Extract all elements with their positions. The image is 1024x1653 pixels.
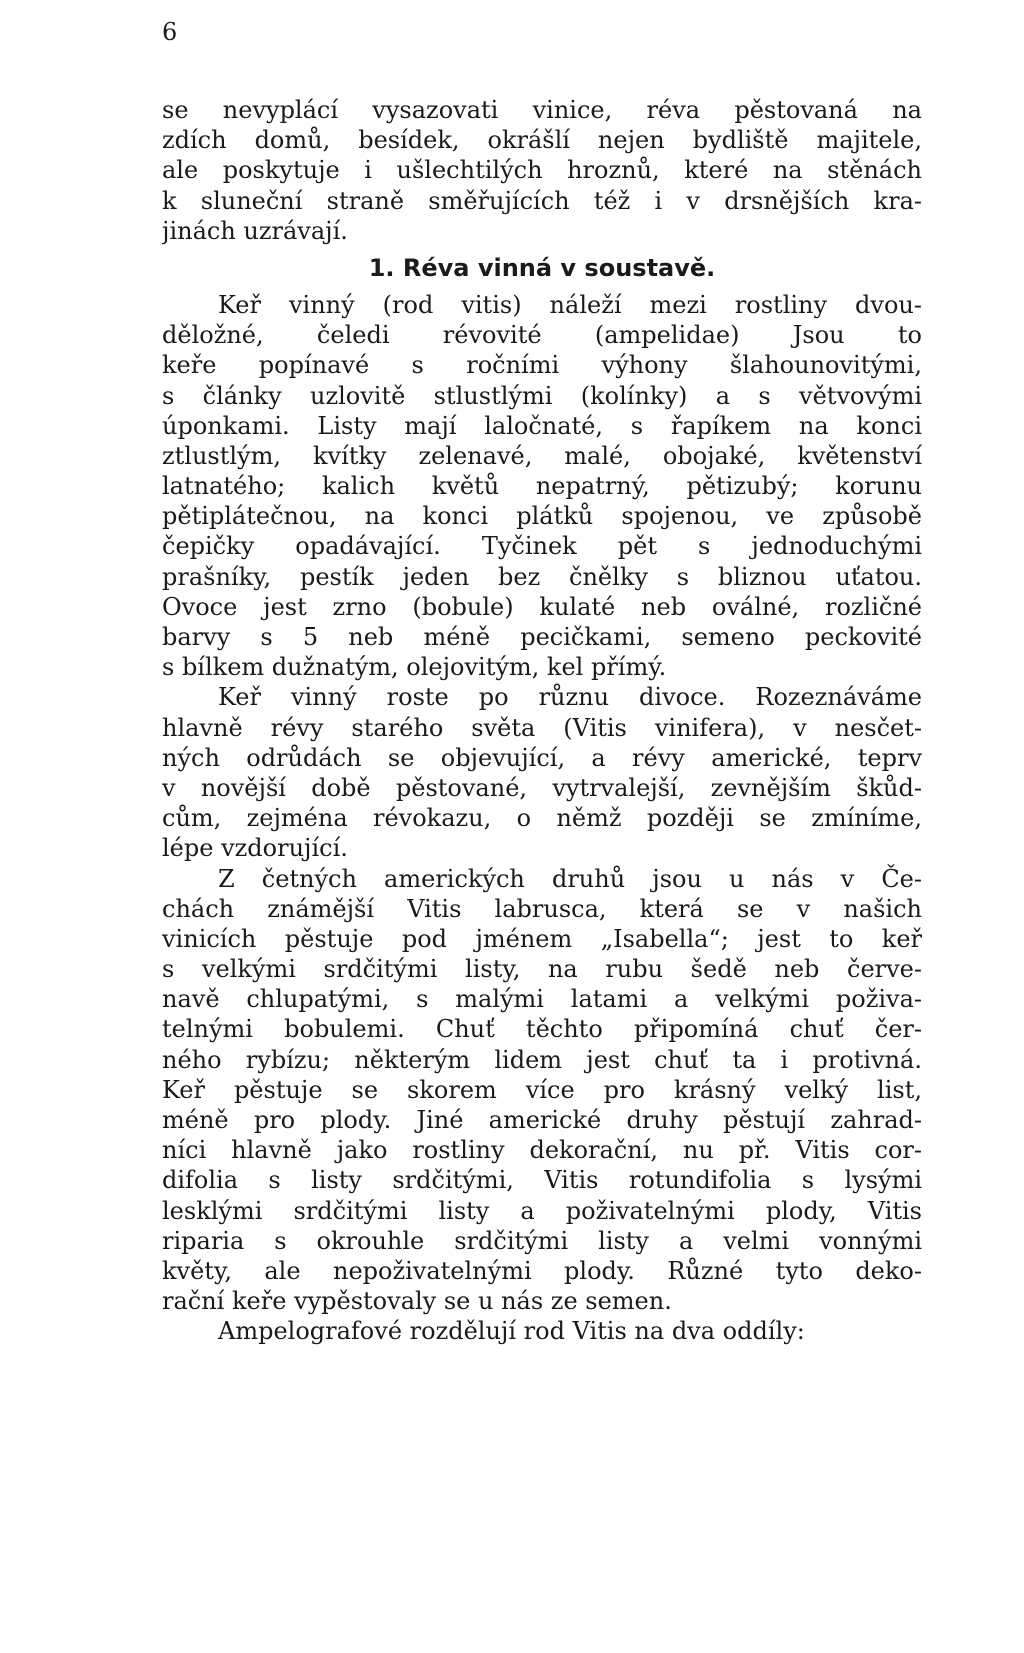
text-line: ale poskytuje i ušlechtilých hroznů, které na stěnách	[162, 156, 922, 185]
text-line: prašníky, pestík jeden bez čnělky s bliznou uťatou.	[162, 562, 922, 591]
text-line: barvy s 5 neb méně pecičkami, semeno peckovité	[162, 623, 922, 651]
text-line: riparia s okrouhle srdčitými listy a velmi vonnými	[162, 1226, 922, 1255]
text-line: Z četných amerických druhů jsou u nás v Če-	[218, 864, 922, 893]
text-line: latnatého; kalich květů nepatrný, pětizubý; korunu	[162, 472, 922, 501]
text-line: čepičky opadávající. Tyčinek pět s jednoduchými	[162, 532, 922, 561]
text-line: navě chlupatými, s malými latami a velkými poživa-	[162, 985, 922, 1014]
text-line: ných odrůdách se objevující, a révy americké, teprv	[162, 743, 922, 772]
text-line: cům, zejména révokazu, o němž později se zmíníme,	[162, 804, 922, 833]
text-line: níci hlavně jako rostliny dekorační, nu př. Vitis cor-	[162, 1136, 922, 1165]
text-line: zdích domů, besídek, okrášlí nejen bydliště majitele,	[162, 126, 922, 155]
text-line: Keř vinný roste po různu divoce. Rozeznáváme	[218, 683, 922, 712]
text-line: jinách uzrávají.	[162, 216, 348, 245]
text-line: v novější době pěstované, vytrvalejší, zevnějším škůd-	[162, 773, 922, 802]
text-line: se nevyplácí vysazovati vinice, réva pěstovaná na	[162, 96, 922, 124]
page-number: 6	[162, 18, 179, 46]
text-line: chách známější Vitis labrusca, která se v našich	[162, 894, 922, 923]
text-line: k sluneční straně směřujících též i v drsnějších kra-	[162, 186, 922, 215]
text-line: méně pro plody. Jiné americké druhy pěstují zahrad-	[162, 1106, 922, 1134]
text-line: ztlustlým, kvítky zelenavé, malé, obojaké, květenství	[162, 441, 922, 470]
text-line: s bílkem dužnatým, olejovitým, kel přímý.	[162, 653, 667, 682]
text-line: s články uzlovitě stlustlými (kolínky) a s větvovými	[162, 381, 922, 410]
section-heading: 1. Réva vinná v soustavě.	[368, 253, 716, 282]
text-line: Ampelografové rozdělují rod Vitis na dva oddíly:	[218, 1317, 805, 1346]
text-line: Keř pěstuje se skorem více pro krásný velký list,	[162, 1075, 922, 1104]
text-line: děložné, čeledi révovité (ampelidae) Jsou to	[162, 321, 922, 350]
text-line: s velkými srdčitými listy, na rubu šedě neb červe-	[162, 955, 922, 984]
text-line: keře popínavé s ročními výhony šlahounovitými,	[162, 351, 922, 380]
text-line: lesklými srdčitými listy a poživatelnými plody, Vitis	[162, 1196, 922, 1225]
text-line: lépe vzdorující.	[162, 834, 348, 863]
text-line: difolia s listy srdčitými, Vitis rotundifolia s lysými	[162, 1166, 922, 1195]
text-line: Keř vinný (rod vitis) náleží mezi rostliny dvou-	[218, 290, 922, 319]
text-line: ného rybízu; některým lidem jest chuť ta i protivná.	[162, 1045, 922, 1074]
text-line: pětiplátečnou, na konci plátků spojenou, ve způsobě	[162, 502, 922, 531]
text-line: vinicích pěstuje pod jménem „Isabella“; jest to keř	[162, 924, 922, 953]
text-line: telnými bobulemi. Chuť těchto připomíná chuť čer-	[162, 1015, 922, 1044]
text-line: rační keře vypěstovaly se u nás ze semen.	[162, 1287, 672, 1316]
text-line: úponkami. Listy mají laločnaté, s řapíkem na konci	[162, 411, 922, 440]
text-line: hlavně révy starého světa (Vitis vinifera), v nesčet-	[162, 713, 922, 742]
text-line: Ovoce jest zrno (bobule) kulaté neb oválné, rozličné	[162, 592, 922, 621]
text-line: květy, ale nepoživatelnými plody. Různé tyto deko-	[162, 1256, 922, 1285]
page-body	[162, 95, 922, 1347]
